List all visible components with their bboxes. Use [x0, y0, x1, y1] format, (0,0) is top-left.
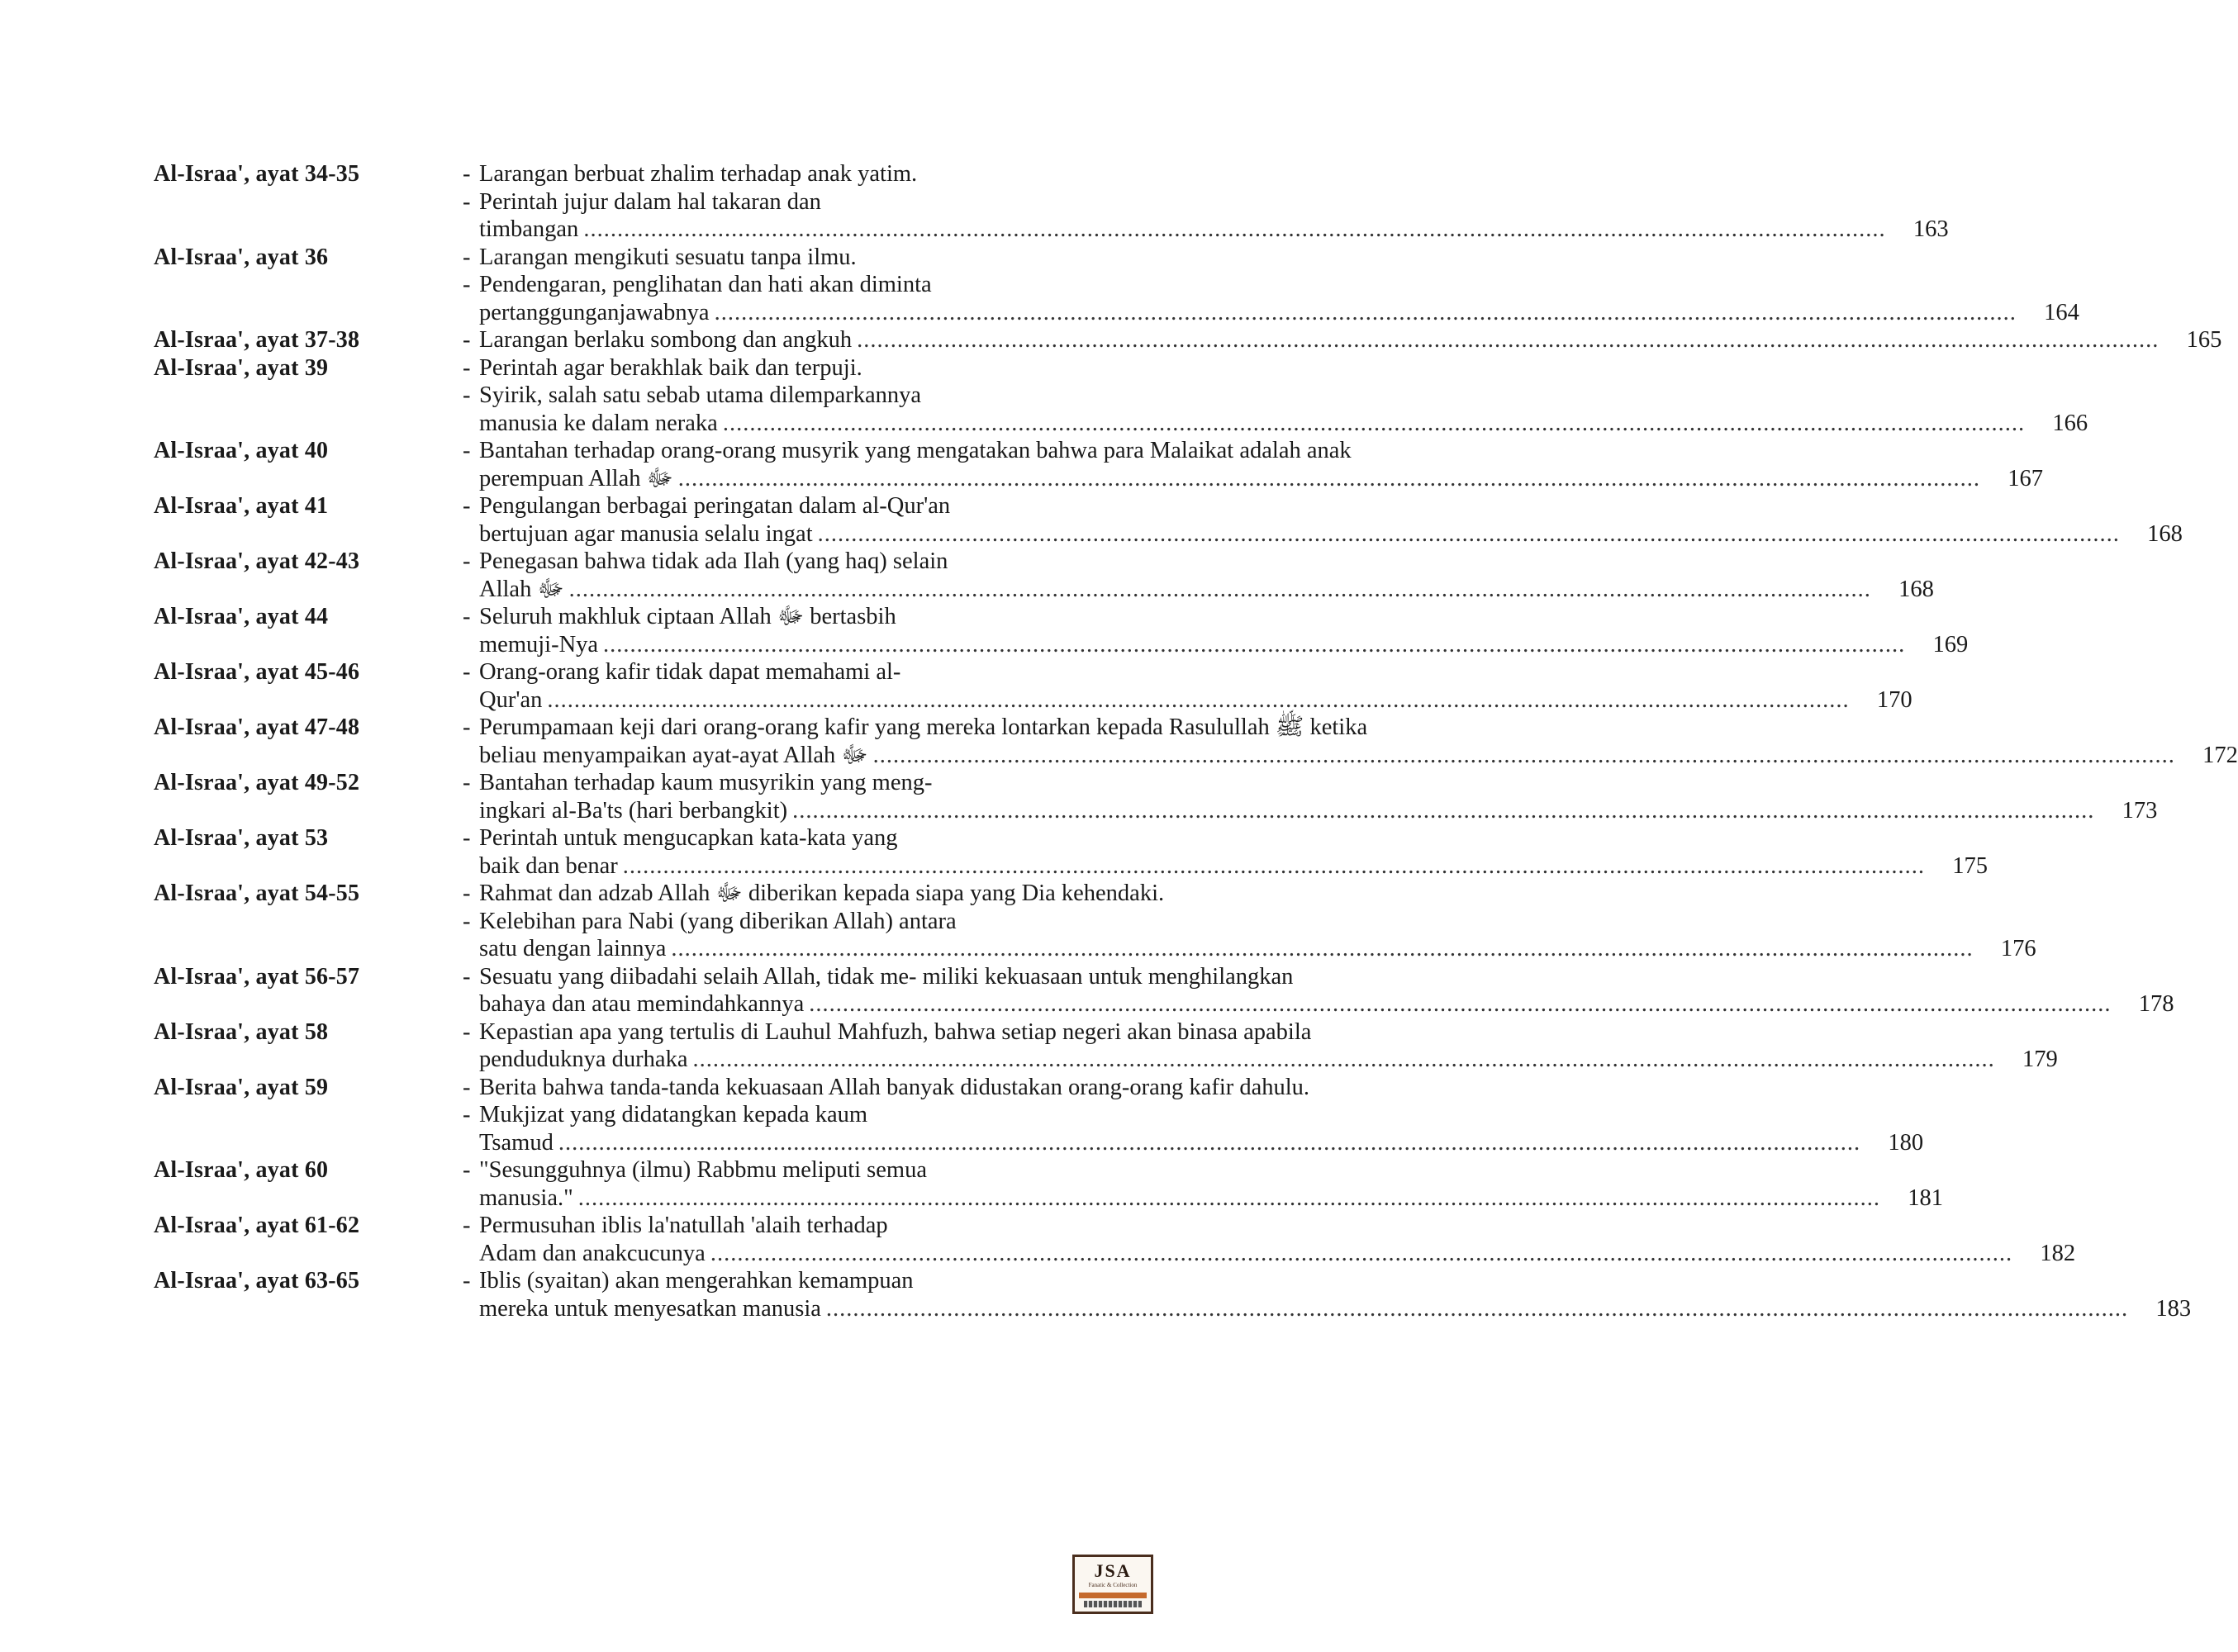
dot-leader	[623, 852, 1925, 881]
toc-verse-ref: Al-Israa', ayat 63-65	[154, 1268, 360, 1294]
topic-leader-line	[479, 935, 2036, 963]
bullet-dash: -	[463, 714, 471, 740]
topic-last-line: penduduknya durhaka	[479, 1047, 688, 1072]
logo-title: JSA	[1094, 1560, 1132, 1581]
topic-leader-line	[479, 465, 2044, 493]
toc-topic	[463, 492, 2183, 548]
toc-topics	[463, 354, 2088, 438]
page-number: 165	[2186, 327, 2222, 353]
toc-topic	[463, 658, 1913, 714]
bullet-dash: -	[463, 1074, 471, 1100]
page-number: 172	[2202, 742, 2238, 768]
topic-leader-line	[479, 326, 2222, 354]
topic-last-line: timbangan	[479, 216, 579, 242]
topic-last-line: Allah ﷻ	[479, 576, 564, 602]
topic-text: Kepastian apa yang tertulis di Lauhul Mahfuzh, bahwa setiap negeri akan binasa apabila	[479, 1018, 1312, 1045]
toc-entry	[154, 658, 1913, 714]
toc-verse-ref: Al-Israa', ayat 36	[154, 244, 329, 270]
topic-leader-line	[479, 216, 1949, 244]
dot-leader	[583, 216, 1885, 244]
toc-entry	[154, 354, 2088, 438]
topic-last-line: Tsamud	[479, 1129, 554, 1156]
dot-leader	[826, 1295, 2128, 1323]
toc-entry	[154, 1267, 2192, 1322]
dot-leader	[873, 742, 2175, 770]
topic-text: Perumpamaan keji dari orang-orang kafir yang mereka lontarkan kepada Rasulullah ﷺ ketika	[479, 714, 1368, 740]
topic-text: Berita bahwa tanda-tanda kekuasaan Allah banyak didustakan orang-orang kafir dahulu.	[479, 1074, 1310, 1100]
toc-topics	[463, 658, 1913, 714]
toc-verse-ref: Al-Israa', ayat 61-62	[154, 1213, 360, 1238]
topic-leader-line	[479, 1184, 1943, 1213]
toc-topics	[463, 244, 2079, 327]
bullet-dash: -	[463, 770, 471, 795]
toc-verse-ref: Al-Israa', ayat 41	[154, 493, 329, 519]
topic-leader-line	[479, 797, 2158, 825]
toc-topics	[463, 1212, 2076, 1267]
page-number: 163	[1913, 216, 1949, 242]
toc-verse-ref: Al-Israa', ayat 59	[154, 1074, 329, 1100]
topic-text: Bantahan terhadap kaum musyrikin yang meng-	[479, 770, 933, 795]
toc-topics	[463, 603, 1969, 658]
toc-entry	[154, 603, 1969, 658]
toc-entry	[154, 824, 1989, 880]
topic-last-line: Larangan berlaku sombong dan angkuh	[479, 327, 853, 353]
toc-topic	[463, 354, 1927, 382]
topic-last-line: Adam dan anakcucunya	[479, 1240, 706, 1266]
bullet-dash: -	[463, 244, 471, 270]
bullet-dash: -	[463, 659, 471, 685]
topic-text: Mukjizat yang didatangkan kepada kaum	[479, 1102, 868, 1127]
dot-leader	[547, 686, 1849, 714]
toc-topic	[463, 1074, 1923, 1102]
toc-entry	[154, 492, 2183, 548]
topic-text: "Sesungguhnya (ilmu) Rabbmu meliputi semua	[479, 1157, 927, 1183]
topic-leader-line	[479, 1046, 2058, 1074]
toc-verse-ref: Al-Israa', ayat 45-46	[154, 659, 360, 685]
toc-entry	[154, 548, 1934, 603]
toc-topics	[463, 769, 2158, 824]
page-number: 173	[2122, 797, 2158, 824]
dot-leader	[723, 410, 2025, 438]
dot-leader	[792, 797, 2094, 825]
page-number: 168	[1898, 576, 1934, 602]
toc-topic	[463, 1156, 1943, 1212]
topic-text: Kelebihan para Nabi (yang diberikan Allah) antara	[479, 908, 957, 934]
page-number: 167	[2008, 465, 2044, 491]
dot-leader	[678, 465, 1980, 493]
toc-verse-ref: Al-Israa', ayat 42-43	[154, 548, 360, 574]
toc-topics	[463, 1267, 2192, 1322]
page-number: 180	[1888, 1129, 1924, 1156]
toc-topic	[463, 603, 1969, 658]
topic-text: Larangan berbuat zhalim terhadap anak yatim.	[479, 161, 918, 187]
toc-topics	[463, 160, 1949, 244]
topic-last-line: bahaya dan atau memindahkannya	[479, 991, 805, 1017]
dot-leader	[809, 990, 2111, 1018]
topic-leader-line	[479, 1240, 2076, 1268]
toc-topics	[463, 1074, 1923, 1157]
toc-topics	[463, 1018, 2058, 1074]
toc-topic	[463, 714, 2238, 769]
topic-text: Pendengaran, penglihatan dan hati akan diminta	[479, 272, 932, 297]
toc-entry	[154, 714, 2238, 769]
toc-topics	[463, 437, 2044, 492]
page-number: 164	[2044, 299, 2079, 325]
page-number: 182	[2040, 1240, 2076, 1266]
page-number: 169	[1932, 631, 1969, 657]
logo-keyboard-icon	[1084, 1601, 1142, 1607]
toc-entry	[154, 244, 2079, 327]
bullet-dash: -	[463, 1157, 471, 1183]
toc-topic	[463, 244, 2079, 272]
topic-text: Penegasan bahwa tidak ada Ilah (yang haq) selain	[479, 548, 948, 574]
toc-topic	[463, 1212, 2076, 1267]
topic-text: Sesuatu yang diibadahi selaih Allah, tidak me- miliki kekuasaan untuk menghilangkan	[479, 963, 1294, 990]
bullet-dash: -	[463, 354, 471, 381]
toc-topic	[463, 1267, 2192, 1322]
bullet-dash: -	[463, 272, 471, 297]
toc-topics	[463, 1156, 1943, 1212]
toc-verse-ref: Al-Israa', ayat 49-52	[154, 770, 360, 795]
topic-last-line: bertujuan agar manusia selalu ingat	[479, 520, 813, 547]
topic-last-line: mereka untuk menyesatkan manusia	[479, 1295, 821, 1322]
toc-verse-ref: Al-Israa', ayat 56-57	[154, 963, 360, 990]
toc-entry	[154, 437, 2044, 492]
dot-leader	[671, 935, 1973, 963]
toc-entry	[154, 326, 2222, 354]
bullet-dash: -	[463, 1018, 471, 1045]
toc-topics	[463, 326, 2222, 354]
dot-leader	[818, 520, 2120, 548]
dot-leader	[603, 631, 1905, 659]
toc-topic	[463, 824, 1989, 880]
topic-last-line: manusia."	[479, 1184, 573, 1211]
page-number: 166	[2052, 410, 2088, 436]
page-number: 179	[2022, 1047, 2058, 1072]
page-number: 176	[2000, 936, 2036, 961]
dot-leader	[715, 299, 2017, 327]
toc-topics	[463, 714, 2238, 769]
logo-subtitle: Fanatic & Collection	[1088, 1582, 1138, 1588]
topic-leader-line	[479, 631, 1969, 659]
table-of-contents	[154, 160, 2238, 1322]
toc-topic	[463, 880, 1918, 908]
bullet-dash: -	[463, 908, 471, 934]
dot-leader	[710, 1240, 2012, 1268]
topic-leader-line	[479, 742, 2238, 770]
topic-text: Iblis (syaitan) akan mengerahkan kemampuan	[479, 1268, 914, 1294]
toc-entry	[154, 1212, 2076, 1267]
toc-topics	[463, 963, 2174, 1018]
toc-topic	[463, 908, 2036, 963]
page-number: 170	[1876, 686, 1913, 713]
toc-topic	[463, 160, 1949, 188]
toc-topic	[463, 963, 2174, 1018]
toc-topics	[463, 492, 2183, 548]
toc-topic	[463, 437, 2044, 492]
toc-verse-ref: Al-Israa', ayat 53	[154, 825, 329, 851]
bullet-dash: -	[463, 881, 471, 906]
page-number: 175	[1952, 852, 1989, 879]
toc-topic	[463, 1018, 2058, 1074]
bullet-dash: -	[463, 604, 471, 629]
bullet-dash: -	[463, 1213, 471, 1238]
topic-text: Perintah agar berakhlak baik dan terpuji.	[479, 354, 862, 381]
toc-entry	[154, 1018, 2058, 1074]
topic-text: Larangan mengikuti sesuatu tanpa ilmu.	[479, 244, 857, 270]
bullet-dash: -	[463, 1268, 471, 1294]
topic-text: Seluruh makhluk ciptaan Allah ﷻ bertasbih	[479, 604, 896, 629]
bullet-dash: -	[463, 1102, 471, 1127]
toc-verse-ref: Al-Israa', ayat 44	[154, 604, 329, 629]
topic-last-line: pertanggunganjawabnya	[479, 299, 710, 325]
topic-last-line: manusia ke dalam neraka	[479, 410, 718, 436]
toc-verse-ref: Al-Israa', ayat 40	[154, 438, 329, 463]
topic-last-line: satu dengan lainnya	[479, 936, 667, 961]
toc-entry	[154, 160, 1949, 244]
page-number: 178	[2138, 991, 2174, 1017]
toc-topic	[463, 548, 1934, 603]
publisher-logo	[1072, 1555, 1153, 1614]
toc-topics	[463, 824, 1989, 880]
bullet-dash: -	[463, 963, 471, 990]
topic-last-line: beliau menyampaikan ayat-ayat Allah ﷻ	[479, 742, 868, 768]
topic-leader-line	[479, 299, 2079, 327]
topic-text: Orang-orang kafir tidak dapat memahami al-	[479, 659, 901, 685]
topic-leader-line	[479, 852, 1989, 881]
toc-topics	[463, 880, 2036, 963]
page-number: 168	[2147, 520, 2183, 547]
toc-entry	[154, 963, 2174, 1018]
topic-text: Rahmat dan adzab Allah ﷻ diberikan kepada siapa yang Dia kehendaki.	[479, 881, 1165, 906]
toc-verse-ref: Al-Israa', ayat 34-35	[154, 161, 360, 187]
topic-text: Pengulangan berbagai peringatan dalam al-Qur'an	[479, 493, 951, 519]
page-number: 183	[2155, 1295, 2192, 1322]
toc-topic	[463, 326, 2222, 354]
toc-entry	[154, 1074, 1924, 1157]
toc-topic	[463, 382, 2088, 437]
toc-verse-ref: Al-Israa', ayat 37-38	[154, 327, 360, 353]
topic-leader-line	[479, 576, 1934, 604]
topic-text: Permusuhan iblis la'natullah 'alaih terhadap	[479, 1213, 888, 1238]
topic-text: Perintah jujur dalam hal takaran dan	[479, 188, 821, 215]
toc-entry	[154, 1156, 1943, 1212]
bullet-dash: -	[463, 382, 471, 408]
dot-leader	[857, 326, 2159, 354]
topic-last-line: ingkari al-Ba'ts (hari berbangkit)	[479, 797, 788, 824]
topic-text: Bantahan terhadap orang-orang musyrik yang mengatakan bahwa para Malaikat adalah anak	[479, 438, 1352, 463]
toc-verse-ref: Al-Israa', ayat 58	[154, 1018, 329, 1045]
topic-last-line: perempuan Allah ﷻ	[479, 465, 673, 491]
toc-topics	[463, 548, 1934, 603]
bullet-dash: -	[463, 548, 471, 574]
topic-leader-line	[479, 686, 1913, 714]
logo-bar	[1079, 1593, 1147, 1598]
topic-leader-line	[479, 410, 2088, 438]
toc-verse-ref: Al-Israa', ayat 39	[154, 354, 329, 381]
topic-text: Perintah untuk mengucapkan kata-kata yang	[479, 825, 898, 851]
toc-topic	[463, 271, 2079, 326]
bullet-dash: -	[463, 493, 471, 519]
toc-verse-ref: Al-Israa', ayat 60	[154, 1157, 329, 1183]
topic-last-line: Qur'an	[479, 686, 543, 713]
toc-verse-ref: Al-Israa', ayat 47-48	[154, 714, 360, 740]
dot-leader	[569, 576, 1871, 604]
bullet-dash: -	[463, 327, 471, 353]
dot-leader	[578, 1184, 1880, 1213]
topic-text: Syirik, salah satu sebab utama dilemparkannya	[479, 382, 922, 408]
dot-leader	[692, 1046, 1994, 1074]
bullet-dash: -	[463, 188, 471, 215]
bullet-dash: -	[463, 825, 471, 851]
toc-entry	[154, 880, 2036, 963]
bullet-dash: -	[463, 438, 471, 463]
topic-last-line: memuji-Nya	[479, 631, 599, 657]
toc-topic	[463, 188, 1949, 244]
bullet-dash: -	[463, 161, 471, 187]
toc-verse-ref: Al-Israa', ayat 54-55	[154, 881, 360, 906]
dot-leader	[558, 1129, 1860, 1157]
topic-last-line: baik dan benar	[479, 852, 618, 879]
topic-leader-line	[479, 520, 2183, 548]
topic-leader-line	[479, 990, 2174, 1018]
toc-topic	[463, 1101, 1923, 1156]
topic-leader-line	[479, 1295, 2192, 1323]
page-number: 181	[1908, 1184, 1943, 1211]
topic-leader-line	[479, 1129, 1923, 1157]
toc-topic	[463, 769, 2158, 824]
toc-entry	[154, 769, 2158, 824]
